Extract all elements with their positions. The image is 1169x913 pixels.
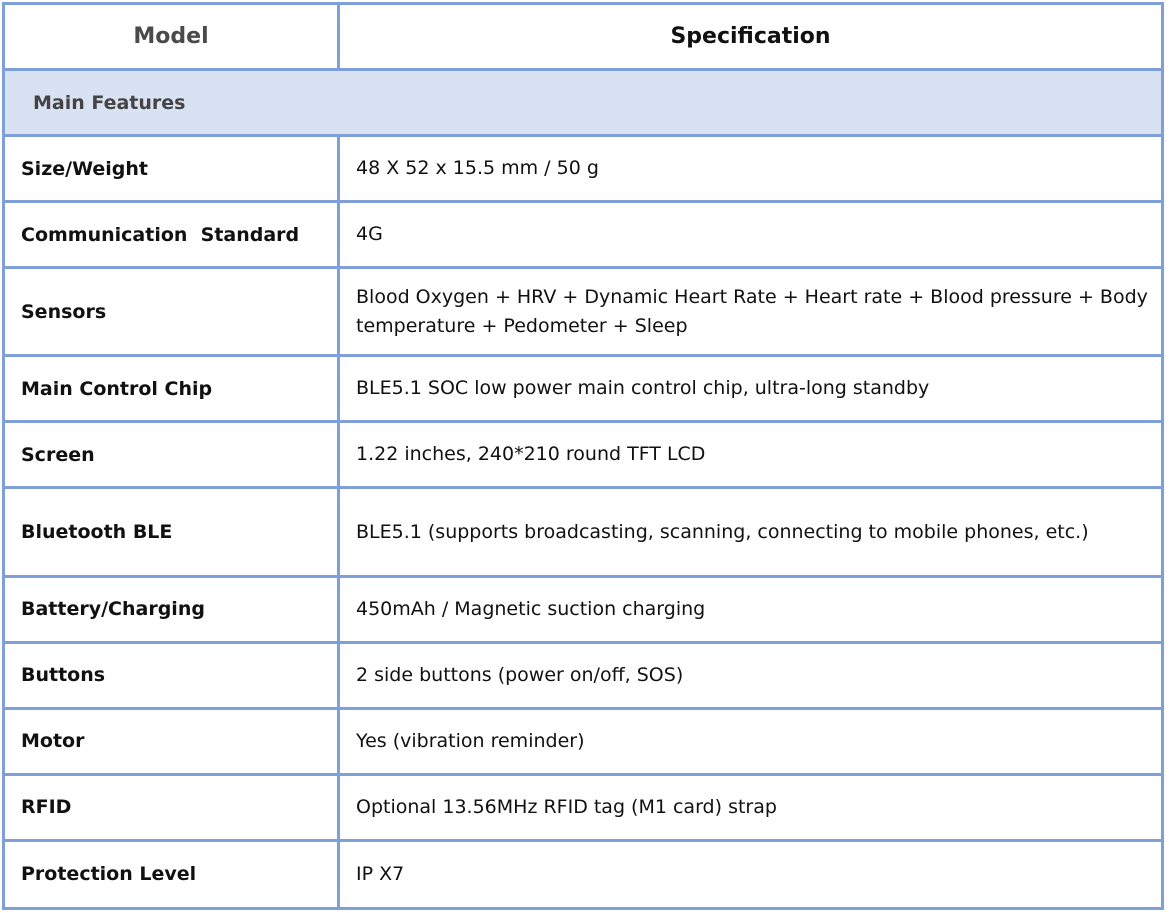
- table-row: [4, 356, 1163, 422]
- row-label: Communication Standard: [4, 202, 339, 268]
- row-value: IP X7: [339, 840, 1163, 908]
- table-row: [4, 708, 1163, 774]
- model-column-header: Model: [4, 4, 339, 70]
- row-label: Main Control Chip: [4, 356, 339, 422]
- table-row: [4, 488, 1163, 576]
- table-header-row: [4, 4, 1163, 70]
- row-value: Yes (vibration reminder): [339, 708, 1163, 774]
- row-value: 48 X 52 x 15.5 mm / 50 g: [339, 136, 1163, 202]
- row-label: Size/Weight: [4, 136, 339, 202]
- table-row: [4, 576, 1163, 642]
- row-label: Bluetooth BLE: [4, 488, 339, 576]
- row-label: Motor: [4, 708, 339, 774]
- row-value: BLE5.1 (supports broadcasting, scanning, connecting to mobile phones, etc.): [339, 488, 1163, 576]
- table-row: [4, 774, 1163, 840]
- specification-table: [2, 2, 1164, 910]
- row-label: RFID: [4, 774, 339, 840]
- row-value: 2 side buttons (power on/off, SOS): [339, 642, 1163, 708]
- specification-column-header: Specification: [339, 4, 1163, 70]
- table-row: [4, 136, 1163, 202]
- row-label: Protection Level: [4, 840, 339, 908]
- row-value: 1.22 inches, 240*210 round TFT LCD: [339, 422, 1163, 488]
- table-row: [4, 642, 1163, 708]
- row-value: Blood Oxygen + HRV + Dynamic Heart Rate + Heart rate + Blood pressure + Body temperature + Pedometer + Sleep: [339, 268, 1163, 356]
- row-label: Screen: [4, 422, 339, 488]
- row-label: Sensors: [4, 268, 339, 356]
- section-title: Main Features: [4, 70, 1163, 136]
- row-label: Buttons: [4, 642, 339, 708]
- table-row: [4, 202, 1163, 268]
- table-row: [4, 840, 1163, 908]
- table-row: [4, 422, 1163, 488]
- row-value: BLE5.1 SOC low power main control chip, ultra-long standby: [339, 356, 1163, 422]
- section-row: [4, 70, 1163, 136]
- row-value: 4G: [339, 202, 1163, 268]
- table-row: [4, 268, 1163, 356]
- row-value: 450mAh / Magnetic suction charging: [339, 576, 1163, 642]
- row-label: Battery/Charging: [4, 576, 339, 642]
- row-value: Optional 13.56MHz RFID tag (M1 card) strap: [339, 774, 1163, 840]
